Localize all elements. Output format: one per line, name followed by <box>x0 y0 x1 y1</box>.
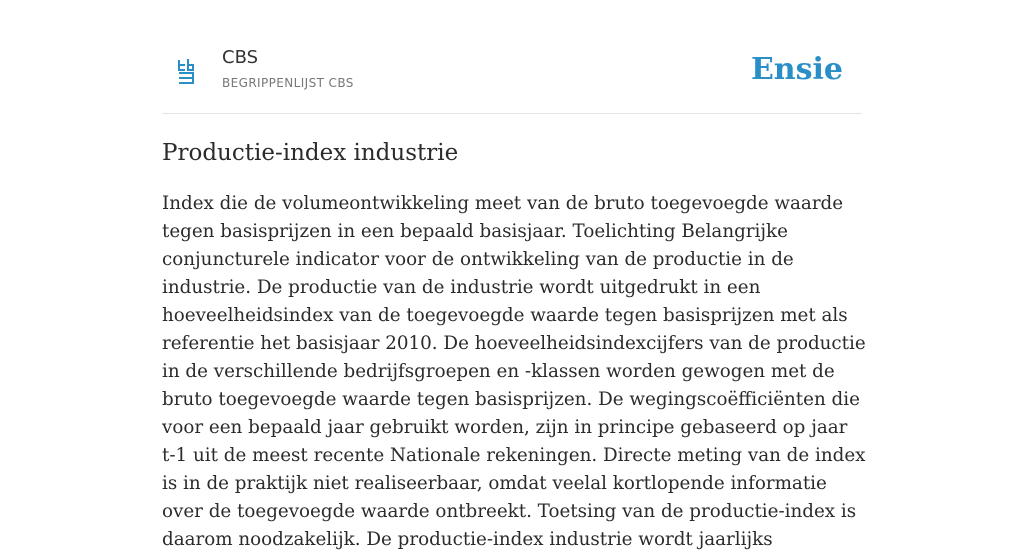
source-subtitle[interactable]: BEGRIPPENLIJST CBS <box>222 76 354 90</box>
source-name[interactable]: CBS <box>222 47 259 68</box>
ensie-logo[interactable]: Ensie <box>750 52 843 87</box>
page-title: Productie-index industrie <box>162 140 459 166</box>
source-header <box>162 40 862 114</box>
cbs-logo-icon <box>176 57 196 85</box>
definition-text: Index die de volumeontwikkeling meet van de bruto toegevoegde waarde tegen basisprijzen in een bepaald basisjaar. Toelichting Belangrijke conjuncturele indicator voor de ontwikkeling van de productie in de industrie. De productie van de industrie wordt uitgedrukt in een hoeveelheidsindex van de toegevoegde waarde tegen basisprijzen met als referentie het basisjaar 2010. De hoeveelheidsindexcijfers van de productie in de verschillende bedrijfsgroepen en -klassen worden gewogen met de bruto toegevoegde waarde tegen basisprijzen. De wegingscoëfficiënten die voor een bepaald jaar gebruikt worden, zijn in principe gebaseerd op jaar t-1 uit de meest recente Nationale rekeningen. Directe meting van de index is in de praktijk niet realiseerbaar, omdat veelal kortlopende informatie over de toegevoegde waarde ontbreekt. Toetsing van de productie-index is daarom noodzakelijk. De productie-index industrie wordt jaarlijks <box>162 193 866 550</box>
